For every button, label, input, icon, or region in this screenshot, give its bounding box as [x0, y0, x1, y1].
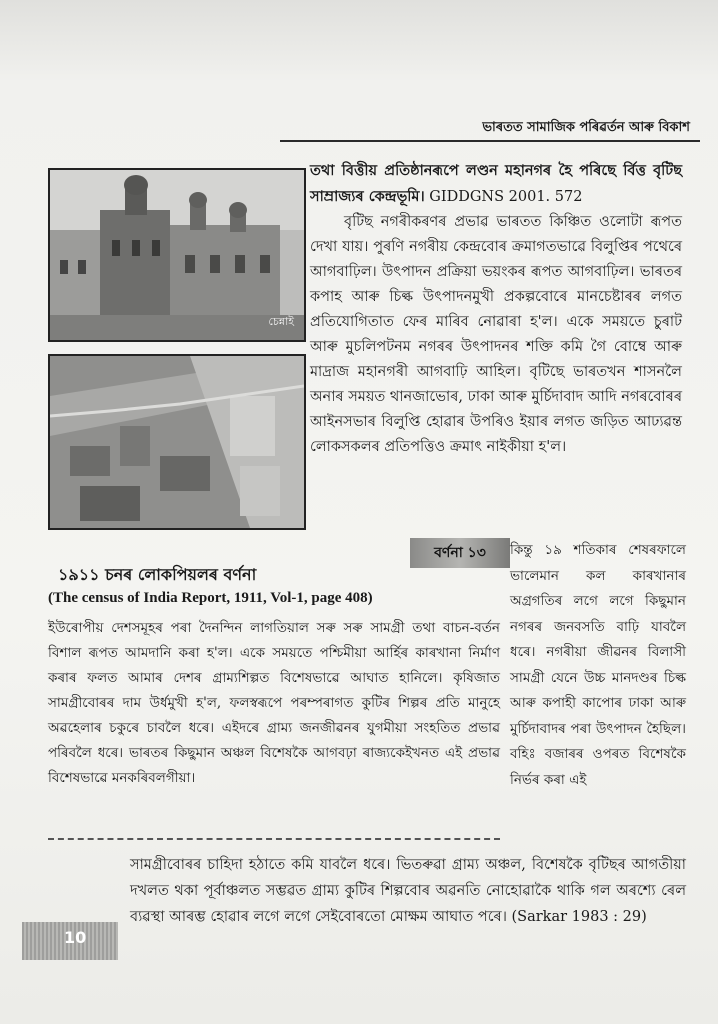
intro-bold-text: তথা বিত্তীয় প্ৰতিষ্ঠানৰূপে লণ্ডন মহানগৰ হৈ পৰিছে ৰ্বিত্ত বৃটিছ সাম্ৰাজ্যৰ কেন্দ্ৰভূমি। — [310, 162, 682, 205]
photo-chennai-building — [48, 168, 306, 342]
box-label-badge: বৰ্ণনা ১৩ — [410, 538, 510, 568]
running-head: ভাৰতত সামাজিক পৰিৱৰ্তন আৰু বিকাশ — [482, 120, 690, 135]
box-source-citation: (The census of India Report, 1911, Vol-1, page 408) — [48, 590, 373, 606]
page-number: 10 — [64, 928, 87, 947]
box-bottom-rule — [48, 838, 500, 842]
photo-caption: চেন্নাই — [268, 315, 294, 328]
side-column-text: কিন্তু ১৯ শতিকাৰ শেষৰফালে ভালেমান কল কাৰখানাৰ অগ্ৰগতিৰ লগে লগে কিছুমান নগৰৰ জনবসতি বাঢ়ি যাবলৈ ধৰে। নগৰীয়া জীৱনৰ বিলাসী সামগ্ৰী যেনে উচ্চ মানদণ্ডৰ চিল্ক আৰু কপাহী কাপোৰ ঢাকা আৰু মুৰ্চিদাবাদৰ পৰা উৎপাদন হৈছিল। বহিঃ বজাৰৰ ওপৰত বিশেষকৈ নিৰ্ভৰ কৰা এই — [510, 542, 686, 788]
chennai-building-illustration — [50, 170, 304, 340]
box-title: ১৯১১ চনৰ লোকপিয়লৰ বৰ্ণনা — [58, 565, 257, 584]
city-aerial-illustration — [50, 356, 304, 528]
header-rule — [280, 140, 700, 142]
box-body-text: ইউৰোপীয় দেশসমূহৰ পৰা দৈনন্দিন লাগতিয়াল সৰু সৰু সামগ্ৰী তথা বাচন-বৰ্তন বিশাল ৰূপত আমদানি কৰা হ'ল। একে সময়তে পশ্চিমীয়া আৰ্হিৰ কাৰখানা নিৰ্মাণ কৰাৰ ফলত আমাৰ দেশৰ গ্ৰাম্যশিল্পত বিশেষভাৱে আঘাত হানিলে। কৃষিজাত সামগ্ৰীবোৰৰ দাম উৰ্ধমুখী হ'ল, ফলস্বৰূপে পৰম্পৰাগত কুটিৰ শিল্পৰ প্ৰতি মানুহে অৱহেলাৰ চকুৰে চাবলৈ ধৰে। এইদৰে গ্ৰাম্য জনজীৱনৰ যুগমীয়া সংহতিত প্ৰভাৱ পৰিবলৈ ধৰে। ভাৰতৰ কিছুমান অঞ্চল বিশেষকৈ আগবঢ়া ৰাজ্যকেইখনত এই প্ৰভাৱ বিশেষভাৱে মনকৰিবলগীয়া। — [48, 620, 500, 786]
right-column-text — [310, 158, 682, 460]
bottom-paragraph: সামগ্ৰীবোৰৰ চাহিদা হঠাতে কমি যাবলৈ ধৰে। ভিতৰুৱা গ্ৰাম্য অঞ্চল, বিশেষকৈ বৃটিছৰ আগতীয়া দখলত থকা পূৰ্বাঞ্চলত সম্ভৱত গ্ৰাম্য কুটিৰ শিল্পবোৰ অৱনতি নোহোৱাকৈ থাকি গল অৰশ্যে ৰেল ব্যৱস্থা আৰম্ভ হোৱাৰ লগে লগে সেইবোৰতো মোক্ষম আঘাত পৰে। (Sarkar 1983 : 29) — [130, 857, 686, 925]
intro-reference: GIDDGNS 2001. 572 — [424, 189, 583, 205]
photo-city-aerial — [48, 354, 306, 530]
urbanization-paragraph: বৃটিছ নগৰীকৰণৰ প্ৰভাৱ ভাৰতত কিঞ্চিত ওলোটা ৰূপত দেখা যায়। পুৰণি নগৰীয় কেন্দ্ৰবোৰ ক্ৰমাগতভাৱে বিলুপ্তিৰ পথেৰে আগবাঢ়িল। উৎপাদন প্ৰক্ৰিয়া ভয়ংকৰ ৰূপত আগবাঢ়িল। ভাৰতৰ কপাহ আৰু চিল্ক উৎপাদনমুখী প্ৰকল্পবোৰে মানচেষ্টাৰৰ লগত প্ৰতিযোগিতাত ফেৰ মাৰিব নোৱাৰা হ'ল। একে সময়তে চুৰাট আৰু মুচলিপটনম নগৰৰ উৎপাদনৰ শক্তি কমি গৈ বোম্বে আৰু মাদ্ৰাজ মহানগৰী আগবাঢ়ি আহিল। বৃটিছে ভাৰতখন শাসনলৈ অনাৰ সময়ত থানজাভোৰ, ঢাকা আৰু মুৰ্চিদাবাদ আদি নগৰবোৰৰ আইনসভাৰ বিলুপ্তি হোৱাৰ উপৰিও ইয়াৰ লগত জড়িত আঢ্যৱন্ত লোকসকলৰ প্ৰতিপত্তিও ক্ৰমাৎ নাইকীয়া হ'ল। — [310, 214, 682, 455]
